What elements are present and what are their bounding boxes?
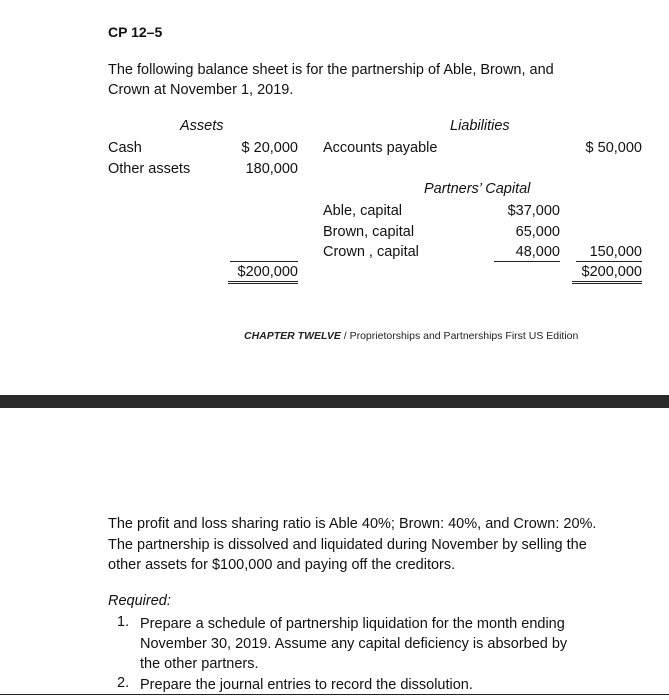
- capital-amount-crown: 48,000: [494, 244, 560, 262]
- intro-line-2: Crown at November 1, 2019.: [108, 82, 294, 98]
- capital-label-crown: Crown , capital: [323, 244, 419, 260]
- problem-title: CP 12–5: [108, 24, 163, 40]
- required-item-text: Prepare a schedule of partnership liquidation for the month ending November 30, 2019. Assume any capital deficiency is absorbed by the other partners.: [140, 616, 568, 672]
- assets-total: $200,000: [228, 264, 298, 284]
- required-item-1: [117, 614, 577, 674]
- chapter-rest: / Proprietorships and Partnerships First US Edition: [340, 330, 579, 342]
- required-item-number: 2.: [117, 675, 130, 691]
- liability-label-ap: Accounts payable: [323, 140, 438, 156]
- asset-amount-other: 180,000: [245, 161, 298, 177]
- required-item-number: 1.: [117, 614, 130, 630]
- required-heading: Required:: [108, 593, 171, 609]
- chapter-name: CHAPTER TWELVE: [244, 330, 341, 342]
- required-item-2: [117, 675, 577, 695]
- ratio-paragraph: The profit and loss sharing ratio is Able 40%; Brown: 40%, and Crown: 20%. The partnership is dissolved and liquidated during November by selling the other assets for $100,000 and paying off the creditors.: [108, 516, 597, 573]
- capital-total: 150,000: [576, 244, 642, 262]
- capital-amount-able: $37,000: [507, 203, 560, 219]
- liabilities-total: $200,000: [572, 264, 642, 284]
- capital-label-able: Able, capital: [323, 203, 402, 219]
- bottom-rule: [0, 694, 669, 695]
- asset-amount-cash: $ 20,000: [241, 140, 298, 156]
- required-item-text: Prepare the journal entries to record the dissolution.: [140, 677, 473, 693]
- assets-rule: [230, 261, 298, 262]
- chapter-footer: [244, 330, 578, 342]
- asset-label-other: Other assets: [108, 161, 191, 177]
- liabilities-heading: Liabilities: [450, 118, 510, 134]
- liability-amount-ap: $ 50,000: [585, 140, 642, 156]
- capital-label-brown: Brown, capital: [323, 224, 415, 240]
- capital-amount-brown: 65,000: [515, 224, 560, 240]
- assets-heading: Assets: [180, 118, 224, 134]
- asset-label-cash: Cash: [108, 140, 142, 156]
- intro-line-1: The following balance sheet is for the partnership of Able, Brown, and: [108, 62, 554, 78]
- page-divider: [0, 395, 669, 408]
- partners-capital-heading: Partners’ Capital: [424, 181, 531, 197]
